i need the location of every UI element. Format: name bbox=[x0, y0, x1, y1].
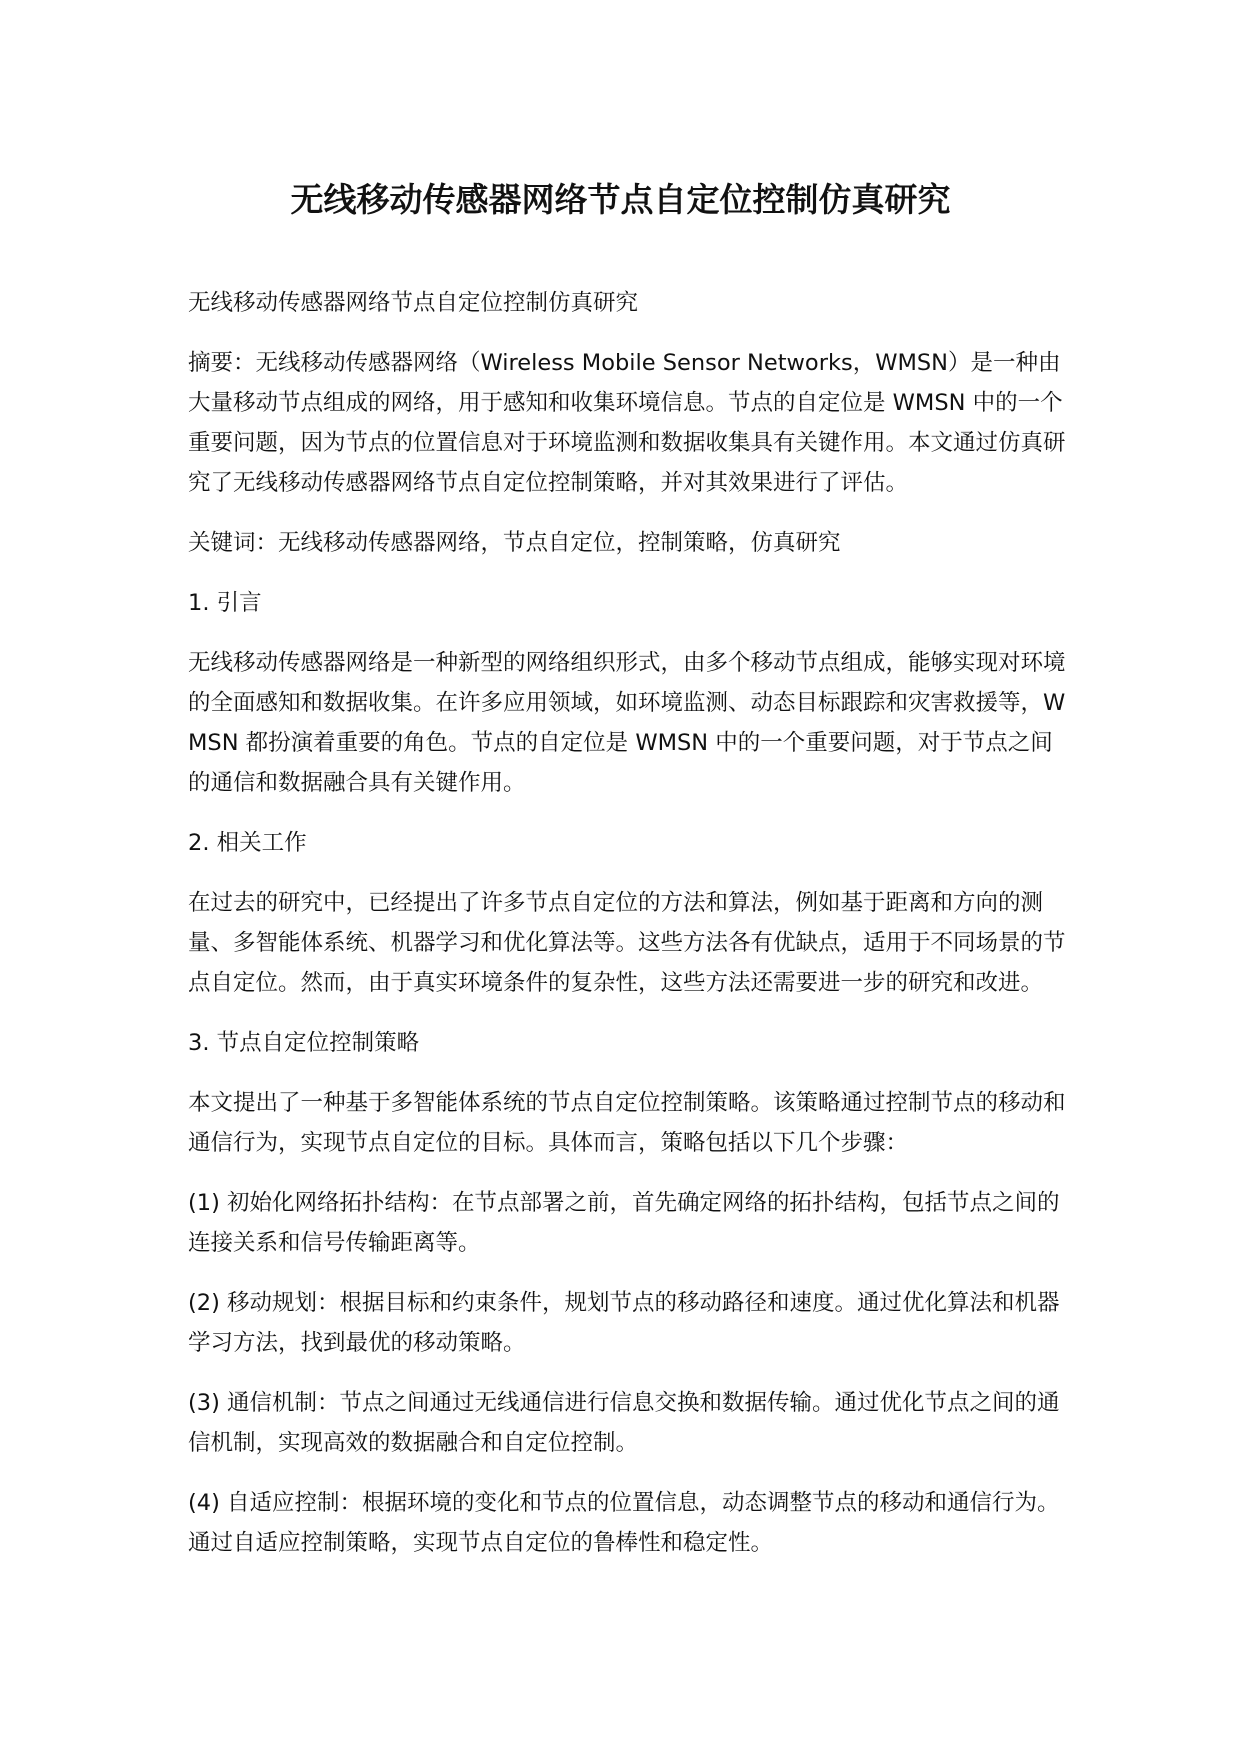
introduction-paragraph: 无线移动传感器网络是一种新型的网络组织形式，由多个移动节点组成，能够实现对环境的全面感知和数据收集。在许多应用领域，如环境监测、动态目标跟踪和灾害救援等，WMSN 都扮演着重要的角色。节点的自定位是 WMSN 中的一个重要问题，对于节点之间的通信和数据融合具有关键作用。 bbox=[188, 650, 1066, 796]
section-heading-introduction: 1. 引言 bbox=[188, 590, 262, 616]
step-2-paragraph: (2) 移动规划：根据目标和约束条件，规划节点的移动路径和速度。通过优化算法和机器学习方法，找到最优的移动策略。 bbox=[188, 1290, 1060, 1356]
control-strategy-paragraph: 本文提出了一种基于多智能体系统的节点自定位控制策略。该策略通过控制节点的移动和通信行为，实现节点自定位的目标。具体而言，策略包括以下几个步骤： bbox=[188, 1090, 1066, 1156]
keywords-paragraph: 关键词：无线移动传感器网络，节点自定位，控制策略，仿真研究 bbox=[188, 530, 841, 556]
step-1-paragraph: (1) 初始化网络拓扑结构：在节点部署之前，首先确定网络的拓扑结构，包括节点之间的连接关系和信号传输距离等。 bbox=[188, 1190, 1060, 1256]
document-title: 无线移动传感器网络节点自定位控制仿真研究 bbox=[290, 180, 951, 219]
abstract-paragraph: 摘要：无线移动传感器网络（Wireless Mobile Sensor Networks，WMSN）是一种由大量移动节点组成的网络，用于感知和收集环境信息。节点的自定位是 WMSN 中的一个重要问题，因为节点的位置信息对于环境监测和数据收集具有关键作用。本文通过仿真研究了无线移动传感器网络节点自定位控制策略，并对其效果进行了评估。 bbox=[188, 350, 1066, 496]
subtitle-paragraph: 无线移动传感器网络节点自定位控制仿真研究 bbox=[188, 290, 639, 316]
step-3-paragraph: (3) 通信机制：节点之间通过无线通信进行信息交换和数据传输。通过优化节点之间的通信机制，实现高效的数据融合和自定位控制。 bbox=[188, 1390, 1060, 1456]
document-body bbox=[188, 283, 1068, 1583]
related-work-paragraph: 在过去的研究中，已经提出了许多节点自定位的方法和算法，例如基于距离和方向的测量、多智能体系统、机器学习和优化算法等。这些方法各有优缺点，适用于不同场景的节点自定位。然而，由于真实环境条件的复杂性，这些方法还需要进一步的研究和改进。 bbox=[188, 890, 1066, 996]
step-4-paragraph: (4) 自适应控制：根据环境的变化和节点的位置信息，动态调整节点的移动和通信行为。通过自适应控制策略，实现节点自定位的鲁棒性和稳定性。 bbox=[188, 1490, 1060, 1556]
section-heading-control-strategy: 3. 节点自定位控制策略 bbox=[188, 1030, 420, 1056]
section-heading-related-work: 2. 相关工作 bbox=[188, 830, 307, 856]
